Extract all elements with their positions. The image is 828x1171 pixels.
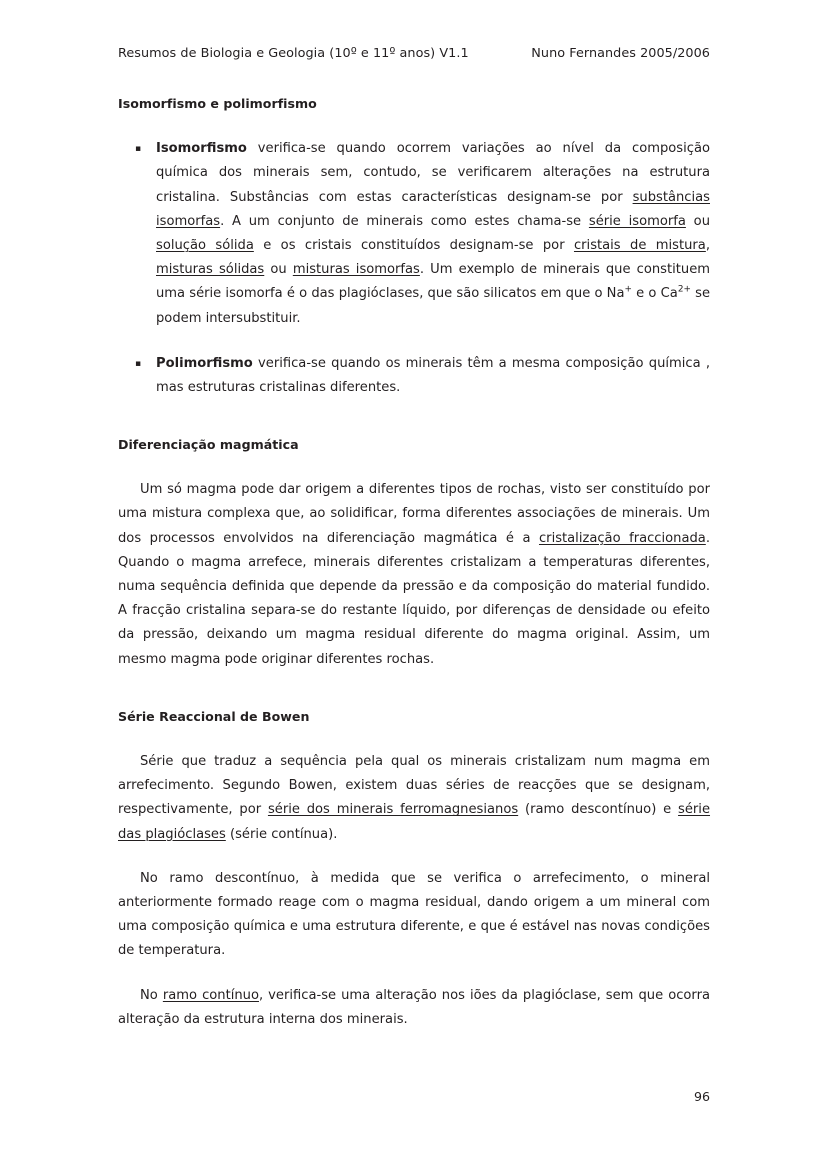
body-text: ou: [264, 262, 293, 278]
bullet-marker-icon: ▪: [135, 358, 142, 369]
heading-isomorfismo: Isomorfismo e polimorfismo: [118, 96, 317, 111]
underlined-term: série isomorfa: [588, 213, 686, 229]
body-text: (série contínua).: [225, 826, 338, 842]
spacer: [118, 672, 710, 709]
body-text: e os cristais constituídos designam-se por: [253, 237, 574, 253]
body-text: e o Ca: [631, 286, 678, 302]
underlined-term: misturas isomorfas: [292, 262, 420, 278]
body-text: (ramo descontínuo) e: [518, 802, 679, 818]
page-number: 96: [693, 1089, 710, 1104]
body-text: , verifica-se uma alteração nos iões da plagióclase, sem que ocorra alteração da estrutura interna dos minerais.: [118, 987, 710, 1027]
underlined-term: cristalização fraccionada: [538, 530, 706, 546]
header-author-right: Nuno Fernandes 2005/2006: [531, 46, 710, 61]
underlined-term: série das plagióclases: [118, 802, 711, 842]
underlined-term: substâncias isomorfas: [156, 189, 710, 229]
body-text: . Quando o magma arrefece, minerais diferentes cristalizam a temperaturas diferentes, numa sequência definida que depende da pressão e da composição do material fundido. A fracção cristalina separa-se do restante líquido, por diferenças de densidade ou efeito da pressão, deixando um magma residual diferente do magma original. Assim, um mesmo magma pode originar diferentes rochas.: [118, 530, 710, 667]
body-text: se podem intersubstituir.: [156, 286, 710, 326]
spacer: [118, 964, 710, 984]
paragraph-bowen-definicao: [118, 750, 710, 847]
list-item: [118, 352, 710, 400]
paragraph-ramo-continuo: [118, 984, 710, 1032]
term-lead: Isomorfismo: [156, 141, 247, 157]
term-lead: Polimorfismo: [156, 355, 253, 371]
list-item-text: [156, 137, 710, 331]
superscript-charge: 2+: [677, 284, 691, 295]
spacer: [118, 400, 710, 437]
body-text: ou: [685, 213, 710, 229]
spacer: [118, 847, 710, 867]
body-text: . A um conjunto de minerais como estes chama-se: [220, 213, 589, 229]
underlined-term: ramo contínuo: [162, 987, 259, 1003]
body-text: Série que traduz a sequência pela qual os minerais cristalizam num magma em arrefecimento. Segundo Bowen, existem duas séries de reacções que se designam, respectivamente, por: [118, 753, 710, 818]
heading-diferenciacao-magmatica: Diferenciação magmática: [118, 437, 299, 453]
spacer: [118, 111, 710, 137]
bullet-marker-icon: ▪: [135, 144, 142, 155]
body-text: . Um exemplo de minerais que constituem uma série isomorfa é o das plagióclases, que são silicatos em que o Na: [156, 262, 710, 302]
underlined-term: misturas sólidas: [156, 262, 265, 278]
header-title-left: Resumos de Biologia e Geologia (10º e 11º anos) V1.1: [118, 46, 469, 61]
body-text: ,: [705, 237, 711, 253]
underlined-term: série dos minerais ferromagnesianos: [267, 802, 519, 818]
underlined-term: cristais de mistura: [573, 237, 706, 253]
heading-serie-reaccional-bowen: Série Reaccional de Bowen: [118, 708, 310, 724]
document-body: [118, 96, 710, 1032]
spacer: [118, 331, 710, 352]
running-header: [118, 46, 710, 61]
paragraph-diferenciacao: [118, 478, 710, 672]
body-text: verifica-se quando ocorrem variações ao nível da composição química dos minerais sem, contudo, se verificarem alterações na estrutura cristalina. Substâncias com estas características designam-se por: [156, 141, 710, 205]
superscript-charge: +: [624, 284, 632, 295]
body-text: Um só magma pode dar origem a diferentes tipos de rochas, visto ser constituído por uma mistura complexa que, ao solidificar, forma diferentes associações de minerais. Um dos processos envolvidos na diferenciação magmática é a: [118, 482, 710, 546]
body-text: No: [140, 987, 163, 1003]
list-item: [118, 137, 710, 331]
spacer: [118, 724, 710, 750]
paragraph-ramo-descontinuo: No ramo descontínuo, à medida que se verifica o arrefecimento, o mineral anteriormente formado reage com o magma residual, dando origem a um mineral com uma composição química e uma estrutura diferente, e que é estável nas novas condições de temperatura.: [118, 870, 710, 959]
list-item-text: [156, 352, 710, 400]
underlined-term: solução sólida: [156, 237, 254, 253]
spacer: [118, 452, 710, 478]
body-text: verifica-se quando os minerais têm a mesma composição química , mas estruturas cristalinas diferentes.: [156, 355, 710, 395]
